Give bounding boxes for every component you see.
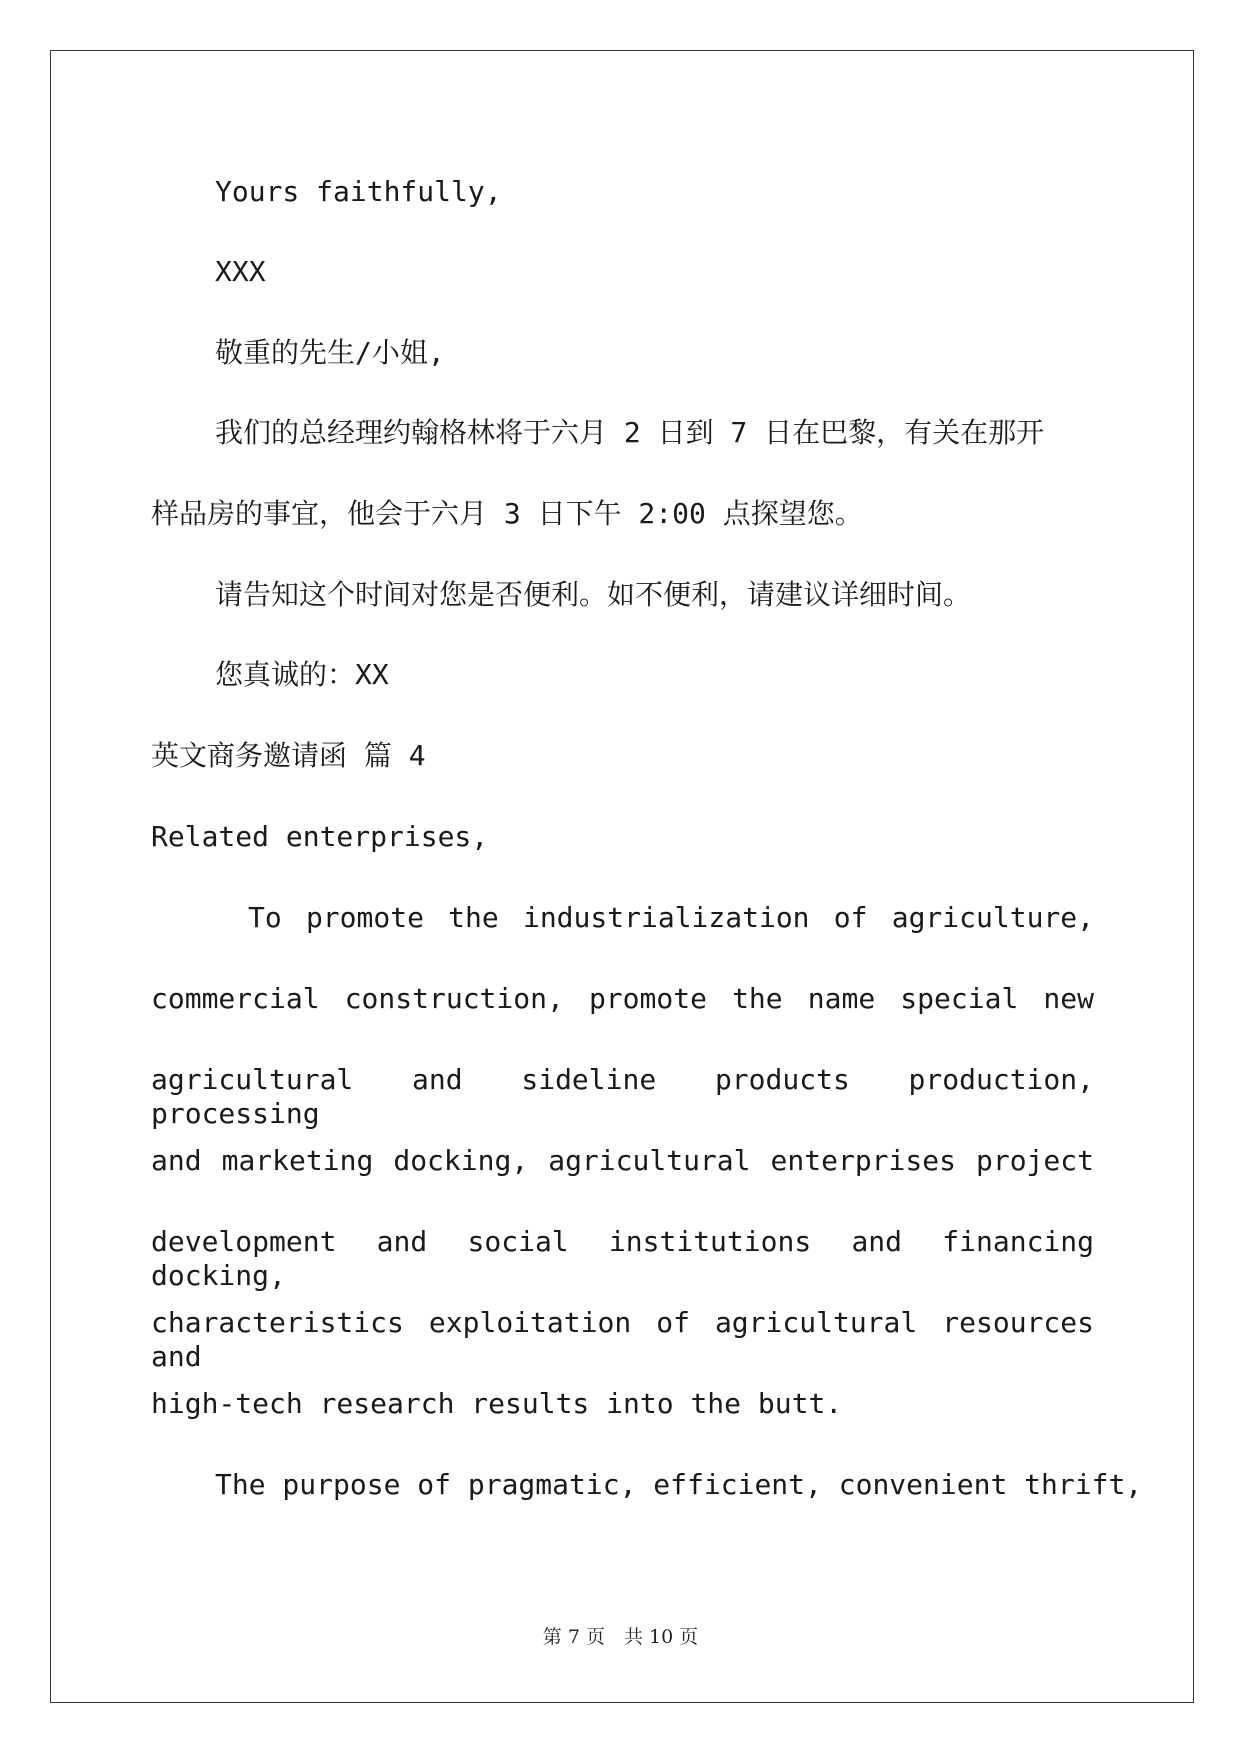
en-paragraph-1-line: and marketing docking, agricultural enterprises project <box>151 1144 1094 1177</box>
section-heading: 英文商务邀请函 篇 4 <box>151 739 426 772</box>
en-paragraph-1-line: high-tech research results into the butt. <box>151 1387 843 1420</box>
en-paragraph-1-line: To promote the industrialization of agriculture, <box>248 901 1094 934</box>
signature-line: XXX <box>215 255 266 288</box>
cn-salutation: 敬重的先生/小姐, <box>215 336 445 369</box>
cn-paragraph-1-line-1: 我们的总经理约翰格林将于六月 2 日到 7 日在巴黎，有关在那开 <box>215 416 1045 449</box>
en-paragraph-1-line: commercial construction, promote the name special new <box>151 982 1094 1015</box>
en-paragraph-1-line: agricultural and sideline products production, processing <box>151 1063 1094 1130</box>
page-border <box>50 50 1194 1703</box>
en-paragraph-2-line-1: The purpose of pragmatic, efficient, convenient thrift, <box>215 1468 1143 1501</box>
page-number-footer: 第 7 页 共 10 页 <box>542 1626 699 1648</box>
en-paragraph-1-line: characteristics exploitation of agricultural resources and <box>151 1306 1094 1373</box>
cn-paragraph-1-line-2: 样品房的事宜，他会于六月 3 日下午 2:00 点探望您。 <box>151 497 863 530</box>
cn-signoff: 您真诚的：XX <box>215 658 389 691</box>
cn-paragraph-2: 请告知这个时间对您是否便利。如不便利，请建议详细时间。 <box>215 578 972 611</box>
en-paragraph-1-line: development and social institutions and financing docking, <box>151 1225 1094 1292</box>
en-salutation: Related enterprises, <box>151 820 489 853</box>
closing-line: Yours faithfully, <box>215 175 502 208</box>
